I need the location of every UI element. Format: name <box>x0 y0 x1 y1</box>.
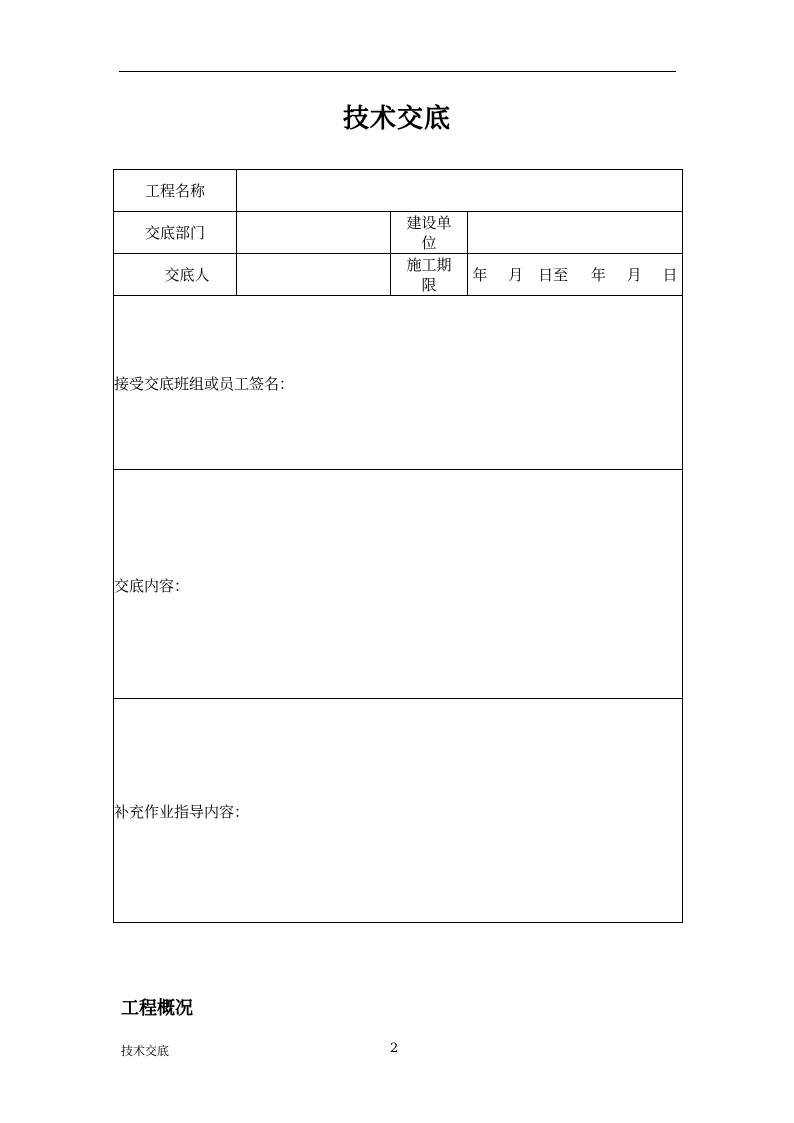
period-year-end: 年 <box>590 266 606 284</box>
row-discloser <box>114 254 683 296</box>
period-field[interactable] <box>468 254 683 296</box>
period-day-end: 日 <box>662 266 678 284</box>
supplement-label: 补充作业指导内容： <box>114 803 250 821</box>
supplement-area[interactable] <box>114 699 683 923</box>
project-name-field[interactable] <box>237 170 683 212</box>
row-project-name <box>114 170 683 212</box>
period-year-start: 年 <box>472 266 488 284</box>
content-area[interactable] <box>114 470 683 699</box>
period-label: 施工期限 <box>391 254 468 296</box>
row-supplement <box>114 699 683 923</box>
row-signatures <box>114 296 683 470</box>
department-label: 交底部门 <box>114 212 237 254</box>
period-month-end: 月 <box>626 266 642 284</box>
content-label: 交底内容： <box>114 576 190 595</box>
signature-area[interactable] <box>114 296 683 470</box>
row-department <box>114 212 683 254</box>
row-content <box>114 470 683 699</box>
discloser-field[interactable] <box>237 254 391 296</box>
header-rule <box>119 71 676 72</box>
construction-unit-field[interactable] <box>468 212 683 254</box>
department-field[interactable] <box>237 212 391 254</box>
signature-label: 接受交底班组或员工签名： <box>114 375 295 393</box>
discloser-label <box>114 254 237 296</box>
section-heading: 工程概况 <box>121 998 193 1019</box>
period-day-to: 日至 <box>538 266 569 284</box>
footer-page-number: 2 <box>390 1041 399 1056</box>
footer-doc-name: 技术交底 <box>121 1044 170 1058</box>
page-title: 技术交底 <box>342 104 451 134</box>
project-name-label: 工程名称 <box>114 170 237 212</box>
disclosure-form-table <box>113 169 683 923</box>
construction-unit-label: 建设单位 <box>391 212 468 254</box>
discloser-label-text: 交底人 <box>164 266 210 284</box>
period-month-start: 月 <box>508 266 524 284</box>
